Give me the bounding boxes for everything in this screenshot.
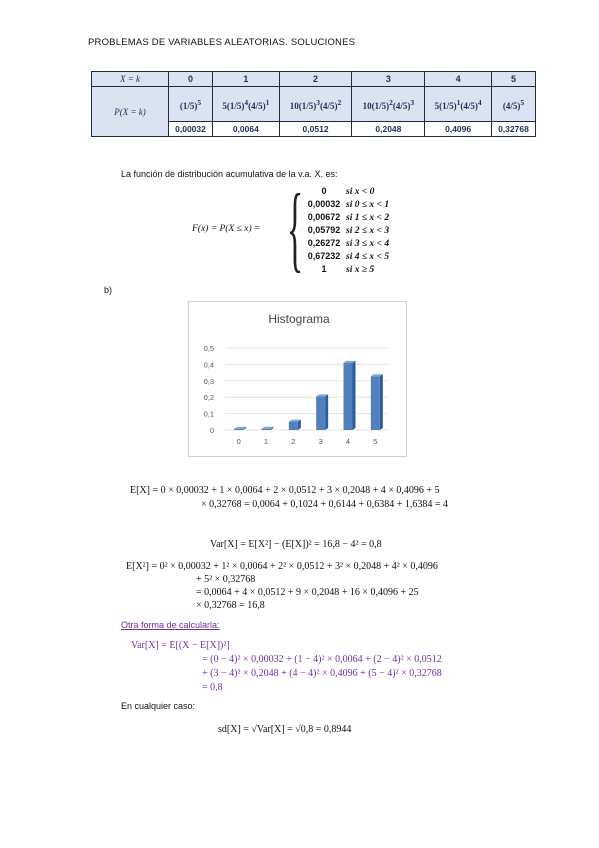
chart-x-ticks — [237, 437, 378, 446]
histogram-svg — [189, 302, 406, 456]
cdf-row — [302, 225, 389, 236]
formula-coef-3: 10 — [362, 100, 372, 111]
chart-bar — [344, 363, 353, 430]
cdf-value: 0,00032 — [307, 199, 341, 209]
formula-cell-1: $5(1/5)^4(4/5)^1$ — [213, 87, 280, 122]
chart-y-tick-label: 0,2 — [203, 393, 214, 403]
variance-formula: Var[X] = E[X²] − (E[X])² = 16,8 − 4² = 0,8 — [210, 539, 382, 550]
cdf-lhs: F(x) = P(X ≤ x) = — [192, 224, 261, 234]
alt-line-2: = (0 − 4)² × 0,00032 + (1 − 4)² × 0,0064 + (2 − 4)² × 0,0512 — [202, 654, 442, 665]
table-prob-1: 0,0064 — [213, 122, 280, 137]
chart-bar-side — [325, 394, 328, 430]
chart-bar-side — [380, 374, 383, 430]
chart-bar-side — [353, 361, 356, 430]
table-k-3: 3 — [352, 72, 425, 87]
cdf-condition: si 0 ≤ x < 1 — [346, 200, 390, 210]
cdf-value: 0,05792 — [307, 225, 341, 235]
table-row-k — [92, 72, 536, 87]
chart-x-tick-label: 3 — [318, 437, 323, 446]
chart-y-tick-label: 0,5 — [203, 344, 214, 353]
table-k-1: 1 — [213, 72, 280, 87]
cdf-row — [302, 186, 374, 197]
alt-method-label: Otra forma de calcularla: — [121, 620, 220, 630]
histogram-chart — [188, 301, 407, 457]
formula-cell-4: $5(1/5)^1(4/5)^4$ — [425, 87, 492, 122]
probability-table — [91, 71, 536, 137]
table-prob-5: 0,32768 — [491, 122, 535, 137]
expectation-line-2: × 0,32768 = 0,0064 + 0,1024 + 0,6144 + 0,6384 + 1,6384 = 4 — [201, 499, 448, 510]
formula-cell-3: $10(1/5)^2(4/5)^3$ — [352, 87, 425, 122]
cdf-brace: { — [287, 174, 304, 281]
chart-y-tick-label: 0,3 — [203, 376, 214, 386]
expectation-line-1: E[X] = 0 × 0,00032 + 1 × 0,0064 + 2 × 0,0512 + 3 × 0,2048 + 4 × 0,4096 + 5 — [130, 485, 440, 496]
cdf-row — [302, 212, 389, 223]
chart-bars — [234, 361, 383, 430]
table-label-k: X = k — [92, 72, 169, 87]
cdf-row — [302, 264, 374, 275]
cdf-condition: si 2 ≤ x < 3 — [346, 226, 390, 236]
alt-line-4: = 0,8 — [202, 682, 223, 693]
table-k-2: 2 — [279, 72, 352, 87]
page-header: PROBLEMAS DE VARIABLES ALEATORIAS. SOLUCIONES — [88, 37, 356, 48]
formula-cell-2: $10(1/5)^3(4/5)^2$ — [279, 87, 352, 122]
table-k-4: 4 — [425, 72, 492, 87]
cdf-condition: si 3 ≤ x < 4 — [346, 239, 390, 249]
table-prob-2: 0,0512 — [279, 122, 352, 137]
cdf-value: 0 — [321, 186, 327, 196]
chart-bar — [316, 396, 325, 430]
chart-bar — [371, 376, 380, 430]
table-prob-4: 0,4096 — [425, 122, 492, 137]
part-b-label: b) — [104, 285, 113, 295]
sd-formula: sd[X] = √Var[X] = √0,8 = 0,8944 — [218, 724, 352, 735]
alt-line-3: + (3 − 4)² × 0,2048 + (4 − 4)² × 0,4096 + (5 − 4)² × 0,32768 — [202, 668, 442, 679]
ex2-line-3: = 0,0064 + 4 × 0,0512 + 9 × 0,2048 + 16 × 0,4096 + 25 — [196, 587, 419, 598]
cdf-value: 1 — [321, 264, 327, 274]
chart-y-tick-label: 0,1 — [203, 409, 214, 419]
cdf-condition: si x ≥ 5 — [346, 265, 375, 275]
formula-coef-1: 5 — [222, 100, 227, 111]
cdf-value: 0,67232 — [307, 251, 341, 261]
chart-y-tick-label: 0 — [209, 426, 214, 435]
chart-bar — [289, 422, 298, 430]
cdf-condition: si 1 ≤ x < 2 — [346, 213, 390, 223]
formula-coef-4: 5 — [434, 100, 440, 111]
any-case-label: En cualquier caso: — [121, 701, 196, 711]
chart-x-tick-label: 5 — [373, 437, 378, 446]
cdf-condition: si x < 0 — [346, 187, 375, 197]
ex2-line-4: × 0,32768 = 16,8 — [196, 600, 265, 611]
table-row-formula — [92, 87, 536, 122]
formula-coef-2: 10 — [289, 100, 299, 111]
chart-bar — [262, 429, 271, 430]
chart-gridlines — [225, 348, 389, 430]
cdf-row — [302, 251, 389, 262]
formula-cell-0: $(1/5)^5$ — [169, 87, 213, 122]
table-label-p: P(X = k) — [92, 87, 169, 137]
cdf-value: 0,26272 — [307, 238, 341, 248]
chart-bar — [234, 429, 243, 430]
ex2-line-1: E[X²] = 0² × 0,00032 + 1² × 0,0064 + 2² × 0,0512 + 3² × 0,2048 + 4² × 0,4096 — [126, 561, 438, 572]
table-prob-3: 0,2048 — [352, 122, 425, 137]
chart-y-tick-label: 0,4 — [203, 360, 214, 370]
table-prob-0: 0,00032 — [169, 122, 213, 137]
cdf-intro: La función de distribución acumulativa de la v.a. X. es: — [121, 169, 338, 179]
formula-cell-5: $(4/5)^5$ — [491, 87, 535, 122]
table-k-5: 5 — [491, 72, 535, 87]
cdf-value: 0,00672 — [307, 212, 341, 222]
chart-x-tick-label: 4 — [345, 437, 351, 446]
chart-x-tick-label: 2 — [291, 437, 296, 446]
ex2-line-2: + 5² × 0,32768 — [196, 574, 256, 585]
alt-line-1: Var[X] = E[(X − E[X])²] — [131, 640, 230, 651]
chart-x-tick-label: 0 — [236, 437, 241, 446]
cdf-row — [302, 199, 389, 210]
cdf-row — [302, 238, 389, 249]
table-k-0: 0 — [169, 72, 213, 87]
chart-x-tick-label: 1 — [263, 437, 269, 446]
cdf-condition: si 4 ≤ x < 5 — [346, 252, 390, 262]
chart-y-ticks — [204, 344, 214, 435]
chart-title: Histograma — [268, 312, 330, 326]
